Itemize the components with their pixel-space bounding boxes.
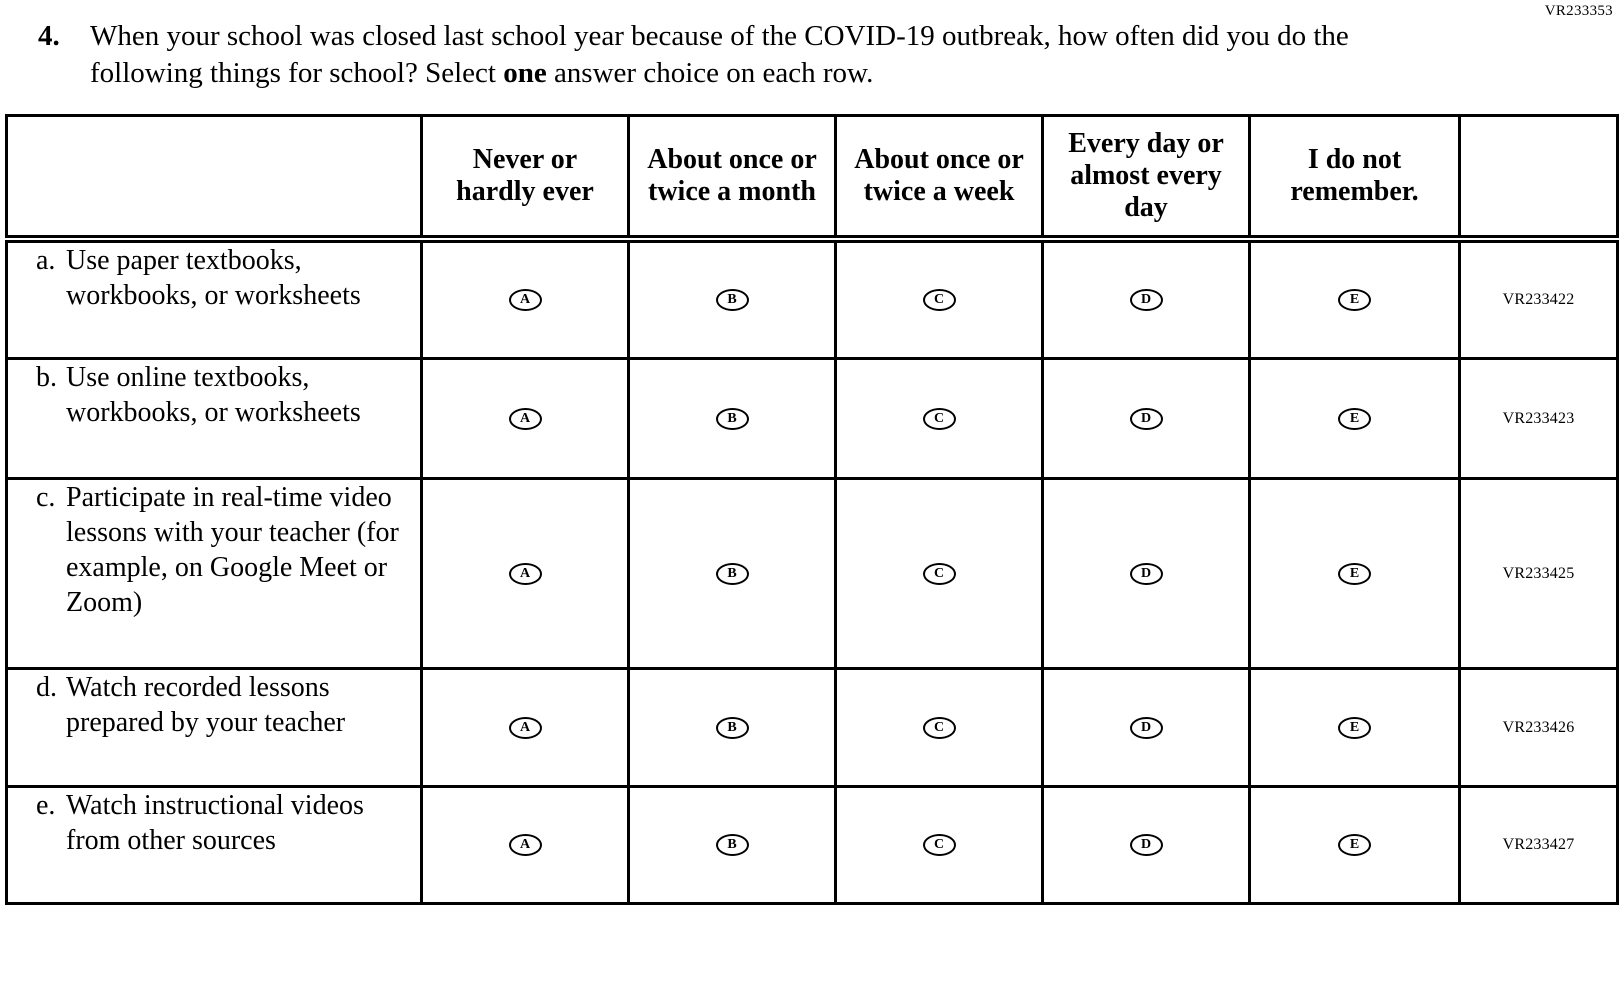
table-row-b (7, 359, 1618, 479)
row-label: Watch recorded lessons prepared by your teacher (66, 672, 346, 739)
answer-grid (5, 114, 1619, 905)
option-bubble-a[interactable]: A (509, 563, 542, 585)
header-empty-left (7, 116, 422, 239)
question-number: 4. (38, 20, 60, 52)
question-text (90, 18, 1380, 92)
option-cell-e (1250, 669, 1460, 787)
row-letter: a. (36, 244, 56, 276)
row-label-cell (7, 669, 422, 787)
option-bubble-e[interactable]: E (1338, 717, 1371, 739)
table-row-c (7, 479, 1618, 669)
row-label-cell (7, 359, 422, 479)
option-bubble-b[interactable]: B (716, 563, 749, 585)
table-row-e (7, 787, 1618, 904)
row-label-cell (7, 239, 422, 359)
header-empty-right (1460, 116, 1618, 239)
option-bubble-a[interactable]: A (509, 289, 542, 311)
option-bubble-b[interactable]: B (716, 408, 749, 430)
option-bubble-e[interactable]: E (1338, 408, 1371, 430)
option-bubble-c[interactable]: C (923, 717, 956, 739)
option-cell-d (1043, 239, 1250, 359)
option-cell-d (1043, 479, 1250, 669)
vr-code: VR233425 (1460, 479, 1618, 669)
option-cell-d (1043, 669, 1250, 787)
row-label: Use online textbooks, workbooks, or worksheets (66, 362, 361, 429)
option-bubble-a[interactable]: A (509, 408, 542, 430)
option-bubble-b[interactable]: B (716, 289, 749, 311)
row-label: Watch instructional videos from other sources (66, 790, 364, 857)
column-header-not-remember: I do not remember. (1250, 116, 1460, 239)
column-header-once-week: About once or twice a week (836, 116, 1043, 239)
option-cell-e (1250, 239, 1460, 359)
option-bubble-c[interactable]: C (923, 408, 956, 430)
row-letter: e. (36, 790, 56, 822)
option-cell-b (629, 669, 836, 787)
table-row-a (7, 239, 1618, 359)
row-label-cell (7, 787, 422, 904)
vr-code: VR233426 (1460, 669, 1618, 787)
option-cell-b (629, 479, 836, 669)
option-cell-c (836, 359, 1043, 479)
option-cell-a (422, 669, 629, 787)
option-cell-c (836, 239, 1043, 359)
option-bubble-d[interactable]: D (1130, 408, 1163, 430)
option-bubble-b[interactable]: B (716, 717, 749, 739)
row-letter: d. (36, 672, 57, 704)
option-bubble-e[interactable]: E (1338, 289, 1371, 311)
option-cell-a (422, 787, 629, 904)
option-bubble-d[interactable]: D (1130, 717, 1163, 739)
question-text-start: When your school was closed last school year because of the COVID-19 outbreak, how often did you do the following things for school? Select (90, 20, 1349, 90)
option-bubble-e[interactable]: E (1338, 563, 1371, 585)
option-cell-a (422, 359, 629, 479)
option-cell-d (1043, 787, 1250, 904)
option-cell-e (1250, 787, 1460, 904)
option-cell-e (1250, 479, 1460, 669)
question-text-bold: one (503, 57, 547, 90)
row-letter: b. (36, 362, 57, 394)
option-cell-d (1043, 359, 1250, 479)
row-label: Use paper textbooks, workbooks, or worksheets (66, 244, 361, 311)
option-bubble-c[interactable]: C (923, 834, 956, 856)
vr-code: VR233422 (1460, 239, 1618, 359)
vr-code: VR233423 (1460, 359, 1618, 479)
table-row-d (7, 669, 1618, 787)
option-cell-c (836, 669, 1043, 787)
option-bubble-d[interactable]: D (1130, 563, 1163, 585)
option-cell-c (836, 787, 1043, 904)
option-bubble-c[interactable]: C (923, 563, 956, 585)
column-header-never: Never or hardly ever (422, 116, 629, 239)
page-code: VR233353 (1544, 3, 1613, 19)
option-bubble-d[interactable]: D (1130, 834, 1163, 856)
option-bubble-a[interactable]: A (509, 717, 542, 739)
option-bubble-d[interactable]: D (1130, 289, 1163, 311)
row-label-cell (7, 479, 422, 669)
option-cell-b (629, 239, 836, 359)
header-row (7, 116, 1618, 239)
option-cell-a (422, 479, 629, 669)
option-bubble-e[interactable]: E (1338, 834, 1371, 856)
column-header-every-day: Every day or almost every day (1043, 116, 1250, 239)
option-cell-b (629, 787, 836, 904)
option-cell-c (836, 479, 1043, 669)
option-cell-e (1250, 359, 1460, 479)
column-header-once-month: About once or twice a month (629, 116, 836, 239)
question-text-end: answer choice on each row. (546, 57, 874, 90)
option-bubble-a[interactable]: A (509, 834, 542, 856)
vr-code: VR233427 (1460, 787, 1618, 904)
question-block (0, 0, 1621, 92)
row-label: Participate in real-time video lessons with your teacher (for example, on Google Meet or Zoom) (66, 482, 399, 619)
row-letter: c. (36, 482, 56, 514)
option-cell-b (629, 359, 836, 479)
option-cell-a (422, 239, 629, 359)
option-bubble-b[interactable]: B (716, 834, 749, 856)
option-bubble-c[interactable]: C (923, 289, 956, 311)
